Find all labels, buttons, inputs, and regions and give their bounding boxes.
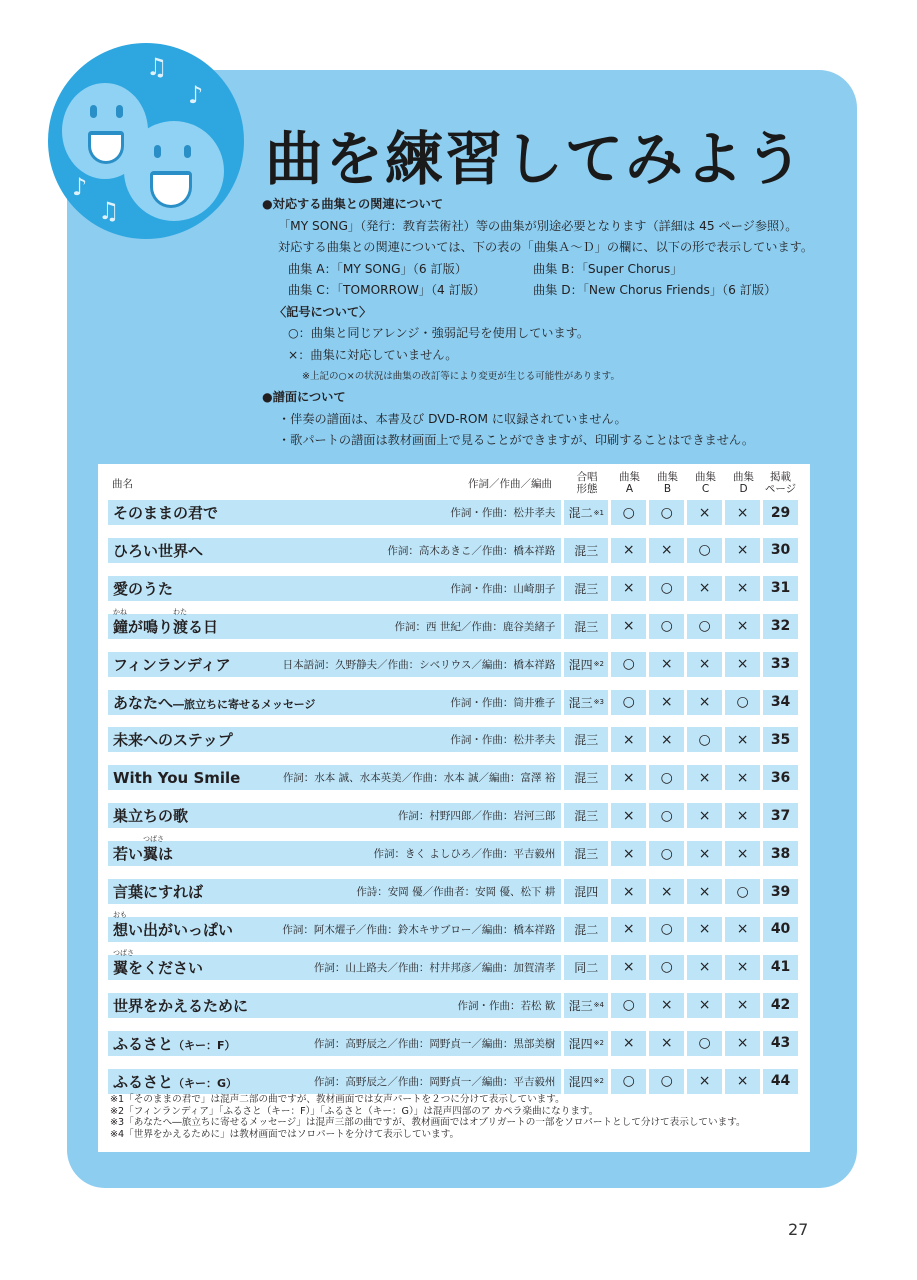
song-title: 鐘が鳴り渡る日 かね わた: [113, 607, 219, 636]
song-cell: [108, 1031, 561, 1056]
song-title: 言葉にすれば: [113, 883, 204, 901]
page-cell: 30: [763, 538, 798, 563]
intro-text: [262, 194, 842, 452]
song-title: 巣立ちの歌: [113, 807, 189, 826]
symbol-cross-text: ×：曲集に対応していません。: [288, 347, 458, 362]
music-note-icon: ♪: [188, 81, 204, 109]
song-cell: [108, 948, 561, 980]
table-row: [108, 803, 798, 828]
collection-pair: 曲集 C：「TOMORROW」（4 訂版） 曲集 D：「New Chorus Friends」（6 訂版）: [288, 283, 777, 297]
table-row: [108, 765, 798, 790]
collection-b-mark: ×: [649, 993, 684, 1018]
collection-c-mark: ○: [687, 1031, 722, 1056]
ruby-reading: つばさ: [113, 948, 134, 957]
song-cell: [108, 690, 561, 715]
credit-text: 作詞：きく よしひろ／作曲：平吉毅州: [373, 848, 556, 861]
music-note-icon: ♪: [72, 173, 88, 201]
collection-b-mark: ○: [649, 841, 684, 866]
footnote: ※2「フィンランディア」「ふるさと（キー：F）」「ふるさと（キー：G）」は混声四部のア カペラ楽曲になります。: [110, 1105, 599, 1117]
credit-text: 作詞・作曲：松井孝夫: [450, 507, 556, 519]
collection-d-mark: ×: [725, 765, 760, 790]
collection-b-mark: ○: [649, 917, 684, 942]
table-row: [108, 500, 798, 525]
form-cell: 混三: [564, 803, 608, 828]
credit-text: 作詞・作曲：山崎朋子: [450, 582, 556, 595]
collection-a-mark: ×: [611, 841, 646, 866]
collection-d-mark: ×: [725, 500, 760, 525]
collection-a-mark: ×: [611, 955, 646, 980]
table-row: [108, 993, 798, 1018]
ruby-reading: かね: [113, 607, 127, 616]
collection-c-mark: ×: [687, 917, 722, 942]
collection-c-mark: ×: [687, 500, 722, 525]
header-d: 曲集 D: [733, 471, 754, 495]
intro-line: 「MY SONG」（発行：教育芸術社）等の曲集が別途必要となります（詳細は 45 ページ参照）。: [278, 218, 798, 233]
song-cell: [108, 500, 561, 525]
song-title: 想い出がいっぱい おも: [113, 910, 234, 939]
singing-faces-illustration: [48, 43, 244, 239]
form-cell: 混二: [564, 917, 608, 942]
header-page: 掲載 ページ: [764, 471, 797, 495]
credit-text: 作詞：村野四郎／作曲：岩河三郎: [397, 810, 556, 823]
collection-a-mark: ○: [611, 993, 646, 1018]
collection-d-mark: ×: [725, 614, 760, 639]
collection-a-mark: ×: [611, 1031, 646, 1056]
collection-a-mark: ×: [611, 917, 646, 942]
collection-a-mark: ×: [611, 538, 646, 563]
form-cell: 混三: [564, 576, 608, 601]
collection-c-mark: ○: [687, 614, 722, 639]
header-b: 曲集 B: [657, 471, 678, 495]
collection-b-mark: ○: [649, 614, 684, 639]
song-title: 未来へのステップ: [113, 731, 233, 750]
collection-a-mark: ×: [611, 614, 646, 639]
page-cell: 35: [763, 727, 798, 752]
credit-text: 作詞：高木あきこ／作曲：橋本祥路: [387, 544, 556, 557]
credit-text: 作詞・作曲：松井孝夫: [450, 734, 556, 747]
table-row: [108, 538, 798, 563]
score-line: ・伴奏の譜面は、本書及び DVD-ROM に収録されていません。: [278, 411, 627, 426]
page-cell: 29: [763, 500, 798, 525]
face-right: [124, 121, 224, 221]
table-row: [108, 948, 798, 980]
collection-c-mark: ×: [687, 993, 722, 1018]
page-cell: 43: [763, 1031, 798, 1056]
collection-d-mark: ×: [725, 993, 760, 1018]
table-row: [108, 910, 798, 942]
form-cell: 同二: [564, 955, 608, 980]
song-table: [98, 464, 810, 1152]
header-c: 曲集 C: [695, 471, 716, 495]
collection-c-mark: ×: [687, 765, 722, 790]
form-cell: 混四 ※2: [564, 1069, 608, 1094]
symbol-note: ※上記の○×の状況は曲集の改訂等により変更が生じる可能性があります。: [302, 371, 620, 382]
table-row: [108, 1069, 798, 1094]
collection-d-mark: ×: [725, 803, 760, 828]
credit-text: 作詩：安岡 優／作曲者：安岡 優、松下 耕: [356, 886, 556, 898]
collection-a-mark: ○: [611, 1069, 646, 1094]
collection-c-mark: ×: [687, 841, 722, 866]
note-marker: ※2: [593, 1039, 604, 1048]
collection-a-mark: ×: [611, 803, 646, 828]
table-row: [108, 1031, 798, 1056]
collection-d-mark: ○: [725, 690, 760, 715]
collection-b-mark: ○: [649, 803, 684, 828]
credit-text: 作詞・作曲：筒井雅子: [450, 696, 556, 709]
song-cell: [108, 765, 561, 790]
collection-d-mark: ○: [725, 879, 760, 904]
collection-b-mark: ○: [649, 1069, 684, 1094]
collection-c-mark: ×: [687, 803, 722, 828]
song-cell: [108, 576, 561, 601]
table-row: [108, 576, 798, 601]
table-row: [108, 879, 798, 904]
collection-a-mark: ×: [611, 727, 646, 752]
credit-text: 作詞：高野辰之／作曲：岡野貞一／編曲：平吉毅州: [313, 1075, 556, 1088]
credit-text: 作詞：山上路夫／作曲：村井邦彦／編曲：加賀清孝: [313, 961, 556, 974]
song-cell: [108, 538, 561, 563]
header-credit: 作詞／作曲／編曲: [468, 478, 552, 490]
collection-c-mark: ×: [687, 955, 722, 980]
song-title: あなたへ―旅立ちに寄せるメッセージ: [113, 693, 316, 712]
ruby-reading: わた: [173, 607, 187, 616]
page-cell: 40: [763, 917, 798, 942]
collection-b-mark: ×: [649, 879, 684, 904]
page-cell: 38: [763, 841, 798, 866]
page-number: 27: [788, 1220, 809, 1239]
collection-c-mark: ×: [687, 879, 722, 904]
collection-c-mark: ×: [687, 652, 722, 677]
collection-b-mark: ×: [649, 538, 684, 563]
song-cell: [108, 803, 561, 828]
ruby-reading: つばさ: [143, 835, 164, 844]
collection-c-mark: ×: [687, 1069, 722, 1094]
form-cell: 混三: [564, 841, 608, 866]
page-cell: 32: [763, 614, 798, 639]
song-cell: [108, 879, 561, 904]
credit-text: 日本語詞：久野静夫／作曲：シベリウス／編曲：橋本祥路: [282, 658, 556, 671]
collection-d-mark: ×: [725, 955, 760, 980]
collection-b-mark: ○: [649, 576, 684, 601]
form-cell: 混二 ※1: [564, 500, 608, 525]
song-title: 愛のうた: [113, 579, 174, 598]
page-cell: 39: [763, 879, 798, 904]
score-line: ・歌パートの譜面は教材画面上で見ることができますが、印刷することはできません。: [278, 433, 755, 447]
ruby-reading: おも: [113, 910, 127, 919]
header-a: 曲集 A: [619, 471, 640, 495]
song-cell: [108, 993, 561, 1018]
page-cell: 31: [763, 576, 798, 601]
table-row: [108, 690, 798, 715]
credit-text: 作詞・作曲：若松 歓: [457, 999, 556, 1012]
intro-line: 対応する曲集との関連については、下の表の「曲集Ａ～Ｄ」の欄に、以下の形で表示しています。: [278, 240, 814, 254]
song-title: With You Smile: [113, 768, 241, 787]
collection-d-mark: ×: [725, 652, 760, 677]
footnote: ※1「そのままの君で」は混声二部の曲ですが、教材画面では女声パートを２つに分けて表示しています。: [110, 1094, 565, 1105]
page-cell: 42: [763, 993, 798, 1018]
form-cell: 混三: [564, 765, 608, 790]
collection-b-mark: ×: [649, 690, 684, 715]
song-subtitle: （キー：F）: [173, 1038, 236, 1052]
page-cell: 37: [763, 803, 798, 828]
song-title: ひろい世界へ: [113, 541, 204, 560]
song-title: 翼をください つばさ: [113, 948, 204, 977]
form-cell: 混四 ※2: [564, 652, 608, 677]
page-title: 曲を練習してみよう: [265, 125, 806, 193]
form-cell: 混三: [564, 538, 608, 563]
note-marker: ※2: [593, 1077, 604, 1085]
collection-d-mark: ×: [725, 538, 760, 563]
form-cell: 混三 ※3: [564, 690, 608, 715]
collection-c-mark: ○: [687, 538, 722, 563]
song-title: そのままの君で: [113, 504, 219, 522]
music-note-icon: ♫: [98, 197, 120, 225]
table-row: [108, 652, 798, 677]
collection-a-mark: ○: [611, 690, 646, 715]
section-heading: ●対応する曲集との関連について: [262, 197, 444, 211]
song-cell: [108, 727, 561, 752]
footnote: ※3「あなたへ―旅立ちに寄せるメッセージ」は混声三部の曲ですが、教材画面ではオブリガートの一部をソロパートとして分けて表示しています。: [110, 1117, 746, 1128]
collection-a-mark: ×: [611, 765, 646, 790]
credit-text: 作詞：西 世紀／作曲：鹿谷美緒子: [394, 620, 556, 633]
song-title: 世界をかえるために: [113, 996, 249, 1015]
collection-d-mark: ×: [725, 1031, 760, 1056]
collection-d-mark: ×: [725, 576, 760, 601]
collection-b-mark: ○: [649, 500, 684, 525]
song-title: ふるさと（キー：F）: [113, 1034, 236, 1053]
note-marker: ※1: [593, 508, 604, 517]
table-row: [108, 835, 798, 866]
header-song: 曲名: [112, 478, 133, 490]
collection-d-mark: ×: [725, 727, 760, 752]
song-subtitle: （キー：G）: [173, 1076, 238, 1090]
credit-text: 作詞：水本 誠、水本英美／作曲：水本 誠／編曲：富澤 裕: [282, 772, 556, 785]
collection-c-mark: ○: [687, 727, 722, 752]
footnotes: [110, 1094, 746, 1140]
collection-a-mark: ×: [611, 879, 646, 904]
song-title: フィンランディア: [113, 655, 231, 674]
collection-pair: 曲集 A：「MY SONG」（6 訂版） 曲集 B：「Super Chorus」: [288, 261, 683, 276]
collection-d-mark: ×: [725, 1069, 760, 1094]
collection-a-mark: ○: [611, 652, 646, 677]
form-cell: 混四: [564, 879, 608, 904]
music-note-icon: ♫: [146, 53, 168, 81]
collection-a-mark: ×: [611, 576, 646, 601]
page-cell: 36: [763, 765, 798, 790]
form-cell: 混三: [564, 727, 608, 752]
collection-c-mark: ×: [687, 690, 722, 715]
footnote: ※4「世界をかえるために」は教材画面ではソロパートを分けて表示しています。: [110, 1128, 460, 1140]
page-cell: 34: [763, 690, 798, 715]
symbols-heading: 〈記号について〉: [274, 304, 372, 319]
collection-b-mark: ×: [649, 1031, 684, 1056]
page-cell: 44: [763, 1069, 798, 1094]
collection-b-mark: ×: [649, 652, 684, 677]
collection-c-mark: ×: [687, 576, 722, 601]
collection-b-mark: ×: [649, 727, 684, 752]
song-subtitle: ―旅立ちに寄せるメッセージ: [173, 697, 316, 711]
page-cell: 33: [763, 652, 798, 677]
collection-b-mark: ○: [649, 765, 684, 790]
collection-d-mark: ×: [725, 917, 760, 942]
song-cell: [108, 910, 561, 942]
symbol-circle-text: ○：曲集と同じアレンジ・強弱記号を使用しています。: [288, 326, 590, 340]
song-title: ふるさと（キー：G）: [113, 1072, 238, 1091]
page-cell: 41: [763, 955, 798, 980]
song-cell: [108, 835, 561, 866]
song-cell: [108, 1069, 561, 1094]
table-row: [108, 607, 798, 639]
credit-text: 作詞：阿木燿子／作曲：鈴木キサブロー／編曲：橋本祥路: [282, 923, 556, 936]
song-cell: [108, 652, 561, 677]
collection-b-mark: ○: [649, 955, 684, 980]
note-marker: ※3: [593, 698, 604, 706]
table-header: [98, 464, 810, 498]
song-title: 若い翼は つばさ: [113, 835, 174, 864]
collection-a-mark: ○: [611, 500, 646, 525]
form-cell: 混四 ※2: [564, 1031, 608, 1056]
form-cell: 混三: [564, 614, 608, 639]
credit-text: 作詞：高野辰之／作曲：岡野貞一／編曲：黒部美樹: [313, 1037, 556, 1050]
collection-d-mark: ×: [725, 841, 760, 866]
table-row: [108, 727, 798, 752]
note-marker: ※2: [593, 660, 604, 669]
form-cell: 混三 ※4: [564, 993, 608, 1018]
song-cell: [108, 607, 561, 639]
header-form: 合唱 形態: [576, 471, 598, 495]
section-heading: ●譜面について: [262, 390, 346, 404]
note-marker: ※4: [593, 1001, 604, 1010]
